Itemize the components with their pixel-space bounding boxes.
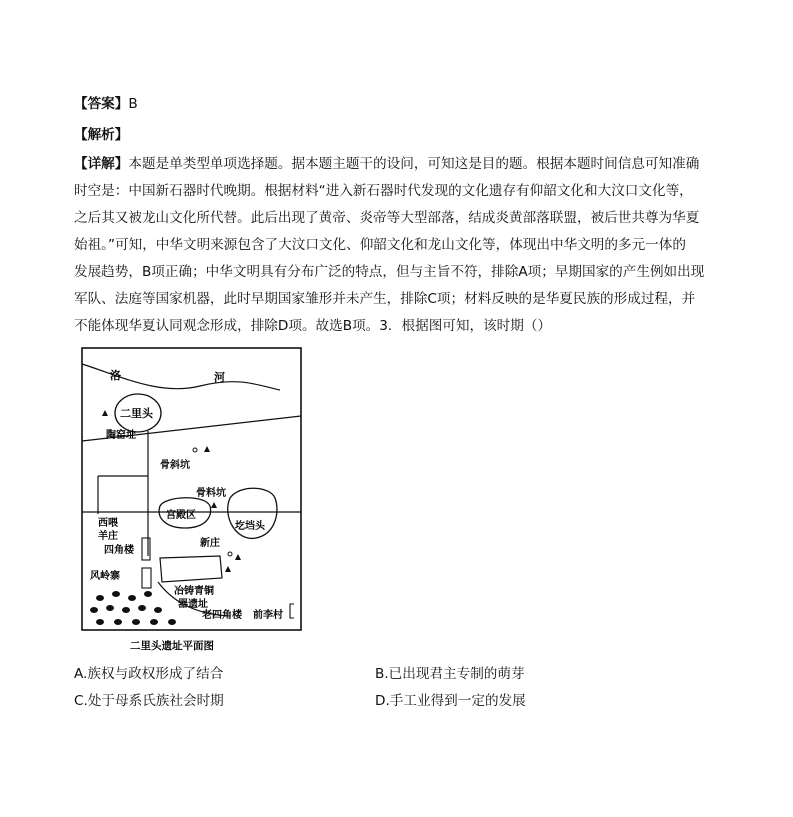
answer-line [74,95,138,113]
fengling-box [142,568,151,588]
option-a-letter: A. [74,666,88,682]
triangle-marker-2 [204,446,210,452]
map-label-yangzhuang: 羊庄 [98,531,118,542]
triangle-marker-3 [211,502,217,508]
map-label-taoyao: 陶窑址 [106,430,136,441]
detail-line-1 [74,155,699,173]
detail-line-4: 始祖。”可知，中华文明来源包含了大汶口文化、仰韶文化和龙山文化等，体现出中华文明的多元一体的 [74,237,686,253]
map-label-gulian-2: 骨料坑 [196,488,226,499]
option-a-text: 族权与政权形成了结合 [87,666,224,682]
map-label-gulian-1: 骨斜坑 [160,460,190,471]
triangle-marker-4 [225,566,231,572]
qianlicun-bracket [290,604,294,618]
option-b-letter: B. [375,666,389,682]
erlitou-site-map [80,346,304,656]
map-caption: 二里头遗址平面图 [130,640,214,652]
detail-label: 【详解】 [74,156,129,172]
map-label-qianlicun: 前李村 [253,610,283,621]
circle-marker-2 [228,552,232,556]
answer-label: 【答案】 [74,96,129,112]
option-b-text: 已出现君主专制的萌芽 [388,666,525,682]
circle-marker-1 [193,448,197,452]
dotted-field [90,591,176,625]
option-b[interactable] [375,665,525,683]
option-c-text: 处于母系氏族社会时期 [87,693,224,709]
map-label-xixi: 西喂 [98,518,118,529]
map-label-he: 河 [214,371,225,384]
option-d-letter: D. [375,693,390,709]
map-label-sijiaolou: 四角楼 [104,545,134,556]
detail-line-2: 时空是：中国新石器时代晚期。根据材料“进入新石器时代发现的文化遗存有仰韶文化和大汶口文化等， [74,183,693,199]
sijiaolou-box [142,538,150,560]
option-c[interactable] [74,692,224,710]
map-label-yezhu-1: 冶铸青铜 [174,586,214,597]
detail-text: 本题是单类型单项选择题。据本题主题干的设问，可知这是目的题。根据本题时间信息可知准确 [128,156,700,172]
map-label-keshan: 圪垱头 [235,521,265,532]
option-c-letter: C. [74,693,88,709]
triangle-marker-1 [102,410,108,416]
option-d[interactable] [375,692,526,710]
answer-value: B [128,96,138,112]
map-label-xinzhuang: 新庄 [200,538,220,549]
map-label-fengling: 风岭寨 [90,571,120,582]
detail-line-7: 不能体现华夏认同观念形成，排除D项。故选B项。3．根据图可知，该时期（） [74,318,552,334]
map-label-yezhu-2: 器遗址 [178,599,208,610]
detail-line-6: 军队、法庭等国家机器，此时早期国家雏形并未产生，排除C项；材料反映的是华夏民族的形成过程，并 [74,291,696,307]
xinzhuang-wall [160,556,222,582]
map-label-luo: 洛 [110,369,121,382]
analysis-label: 【解析】 [74,127,129,143]
detail-line-5: 发展趋势，B项正确；中华文明具有分布广泛的特点，但与主旨不符，排除A项；早期国家的产生例如出现 [74,264,705,280]
detail-line-3: 之后其又被龙山文化所代替。此后出现了黄帝、炎帝等大型部落，结成炎黄部落联盟，被后世共尊为华夏 [74,210,700,226]
triangle-marker-5 [235,554,241,560]
map-label-erlitou: 二里头 [120,407,153,420]
option-d-text: 手工业得到一定的发展 [389,693,526,709]
option-a[interactable] [74,665,223,683]
map-label-gongdian: 宫殿区 [166,510,196,521]
map-label-laosijiaolou: 老四角楼 [202,610,242,621]
